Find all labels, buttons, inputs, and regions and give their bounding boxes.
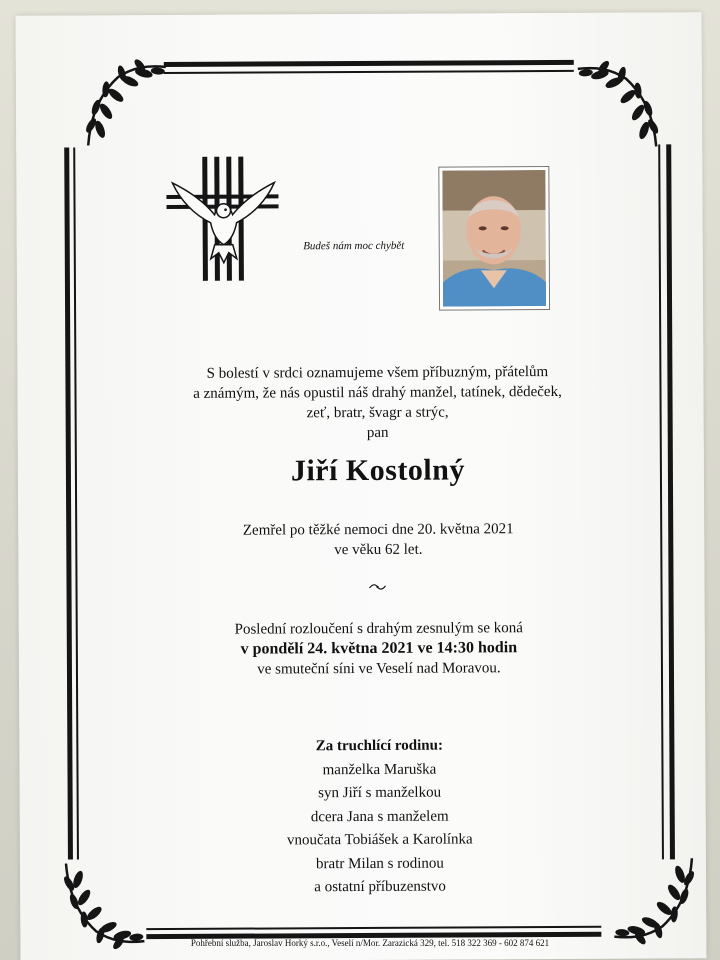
death-date-line: Zemřel po těžké nemoci dne 20. května 2021 <box>242 521 514 539</box>
funeral-intro-line: Poslední rozloučení s drahým zesnulým se koná <box>234 620 523 638</box>
age-line: ve věku 62 let. <box>334 541 423 559</box>
border-top-thin <box>164 70 574 74</box>
portrait-photo <box>442 170 546 307</box>
laurel-branch-icon <box>78 59 170 151</box>
laurel-branch-icon <box>574 60 666 152</box>
announcement-line: pan <box>366 424 389 441</box>
family-heading: Za truchlící rodinu: <box>315 737 444 755</box>
family-member: vnoučata Tobiášek a Karolínka <box>286 831 473 849</box>
tagline: Budeš nám moc chybět <box>303 239 405 253</box>
funeral-venue: ve smuteční síni ve Veselí nad Moravou. <box>257 660 501 678</box>
laurel-branch-icon <box>610 852 702 944</box>
announcement-text <box>137 362 617 445</box>
border-left <box>64 148 73 860</box>
announcement-line: zeť, bratr, švagr a strýc, <box>306 404 449 422</box>
ornament-icon <box>368 582 386 592</box>
announcement-line: a známým, že nás opustil náš drahý manžel, tatínek, dědeček, <box>193 383 562 402</box>
deceased-name: Jiří Kostolný <box>290 453 465 488</box>
laurel-branch-icon <box>56 857 148 949</box>
border-bottom-thin <box>146 926 601 930</box>
family-member: a ostatní příbuzenstvo <box>314 878 446 896</box>
family-list <box>139 734 620 901</box>
funeral-info <box>139 618 619 681</box>
death-notice <box>138 519 618 562</box>
family-member: dcera Jana s manželem <box>310 808 449 825</box>
cross-dove-icon <box>162 152 285 285</box>
family-member: manželka Maruška <box>322 761 437 778</box>
announcement-line: S bolestí v srdci oznamujeme všem příbuzným, přátelům <box>206 364 549 382</box>
funeral-service-footer: Pohřební služba, Jaroslav Horký s.r.o., Veselí n/Mor. Zarazická 329, tel. 518 322 369 - 602 874 621 <box>190 938 550 948</box>
obituary-sheet <box>16 12 707 960</box>
border-right-thin <box>658 144 664 859</box>
border-top <box>164 60 574 67</box>
funeral-datetime: v pondělí 24. května 2021 ve 14:30 hodin <box>240 639 518 658</box>
border-right <box>666 144 675 859</box>
portrait-photo-frame <box>438 166 550 311</box>
family-member: syn Jiří s manželkou <box>318 784 442 802</box>
family-member: bratr Milan s rodinou <box>315 855 444 872</box>
border-left-thin <box>73 147 79 859</box>
